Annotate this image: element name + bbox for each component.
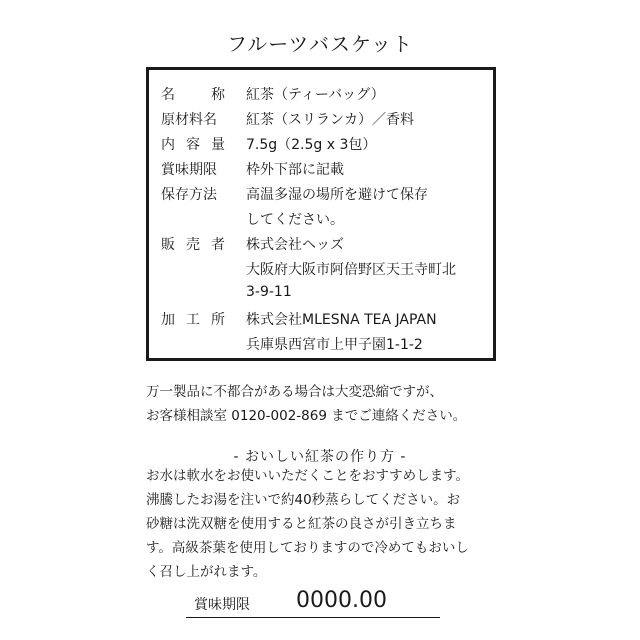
label-key-best-before: 賞味期限 [161, 162, 217, 178]
label-value-contents: 7.5g（2.5g x 3包） [246, 137, 377, 153]
label-value-ingredients: 紅茶（スリランカ）／香料 [246, 112, 414, 128]
label-key-processor [161, 309, 225, 329]
label-key-contents [161, 134, 225, 154]
expiry-value: 0000.00 [296, 588, 387, 613]
howto-title: - おいしい紅茶の作り方 - [233, 449, 407, 465]
howto-line: 砂糖は洗双糖を使用すると紅茶の良さが引き立ちま [146, 516, 457, 532]
expiry-label: 賞味期限 [194, 597, 250, 613]
label-key-storage: 保存方法 [161, 187, 217, 203]
label-value-name: 紅茶（ティーバッグ） [246, 87, 385, 103]
howto-text [146, 464, 506, 584]
label-value-seller-line-3: 3-9-11 [246, 284, 292, 300]
label-key-seller [161, 234, 225, 254]
label-value-processor-line-2: 兵庫県西宮市上甲子園1-1-2 [246, 337, 423, 353]
customer-notice [146, 380, 506, 428]
label-key-name [161, 84, 225, 104]
label-value-seller-line-1: 株式会社ヘッズ [246, 237, 344, 253]
label-value-storage-line-1: 高温多湿の場所を避けて保存 [246, 187, 428, 203]
expiry-underline [186, 617, 440, 618]
notice-line: お客様相談室 0120-002-869 までご連絡ください。 [146, 408, 467, 424]
label-value-processor-line-1: 株式会社MLESNA TEA JAPAN [246, 312, 437, 328]
label-key-ingredients: 原材料名 [161, 112, 217, 128]
label-key-char: 名 [161, 87, 175, 103]
label-key-char: 容 [186, 137, 200, 153]
howto-line: お水は軟水をお使いいただくことをおすすめします。 [146, 468, 470, 484]
howto-line: す。高級茶葉を使用しておりますので冷めてもおいし [146, 540, 469, 556]
label-key-char: 工 [186, 312, 200, 328]
label-value-best-before: 枠外下部に記載 [246, 162, 344, 178]
label-key-char: 加 [161, 312, 175, 328]
howto-line: く召し上がれます。 [146, 564, 267, 580]
label-key-char: 者 [211, 237, 225, 253]
label-key-char: 所 [211, 312, 225, 328]
label-key-char: 称 [211, 87, 225, 103]
product-title: フルーツバスケット [227, 32, 413, 56]
label-value-seller-line-2: 大阪府大阪市阿倍野区天王寺町北 [246, 262, 456, 278]
label-key-char: 売 [186, 237, 200, 253]
notice-line: 万一製品に不都合がある場合は大変恐縮ですが、 [146, 384, 443, 400]
label-value-storage-line-2: してください。 [246, 212, 344, 228]
product-label-box [146, 67, 496, 361]
label-key-char: 内 [161, 137, 175, 153]
label-key-char: 量 [211, 137, 225, 153]
howto-line: 沸騰したお湯を注いで約40秒蒸らしてください。お [146, 492, 461, 508]
label-key-char: 販 [161, 237, 175, 253]
